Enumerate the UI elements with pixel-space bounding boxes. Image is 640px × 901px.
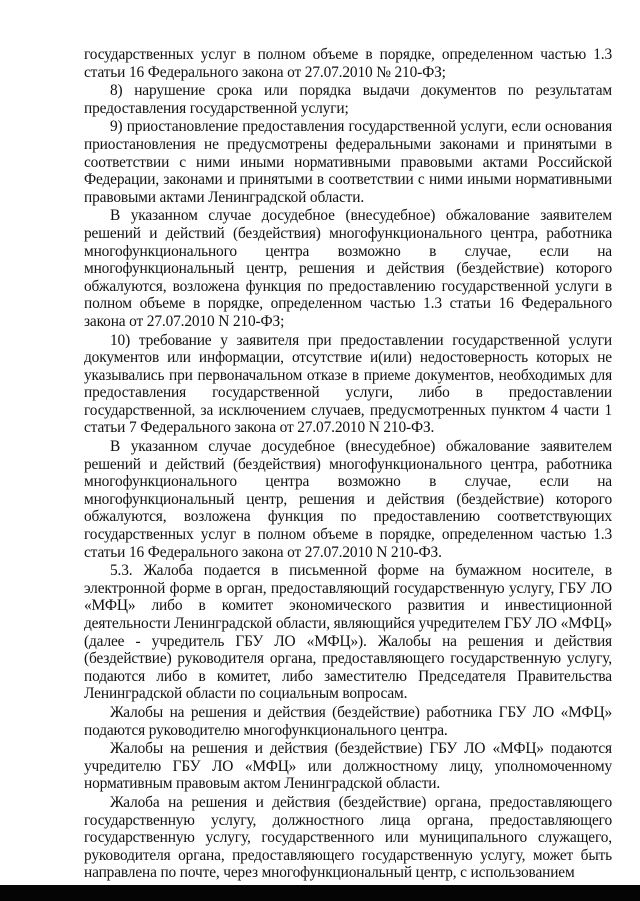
paragraph-complaint-submission: Жалоба на решения и действия (бездействие) органа, предоставляющего государственную услугу, должностного лица органа, предоставляющего государственную услугу, государственного или муниципального служащего, руководителя органа, предоставляющего государственную услугу, может быть направлена по почте, через многофункциональный центр, с использованием (84, 793, 612, 882)
paragraph-mfc-worker-complaints: Жалобы на решения и действия (бездействие) работника ГБУ ЛО «МФЦ» подаются руководителю многофункционального центра. (84, 703, 612, 739)
paragraph-continuation: государственных услуг в полном объеме в порядке, определенном частью 1.3 статьи 16 Федерального закона от 27.07.2010 № 210-ФЗ; (84, 46, 612, 81)
paragraph-item-8: 8) нарушение срока или порядка выдачи документов по результатам предоставления государственной услуги; (84, 82, 612, 117)
paragraph-mfc-appeal-2: В указанном случае досудебное (внесудебное) обжалование заявителем решений и действий (бездействия) многофункционального центра, работника многофункционального центра возможно в случае, если на многофункциональный центр, решения и действия (бездействие) которого обжалуются, возложена функция по предоставлению соответствующих государственных услуг в полном объеме в порядке, определенном частью 1.3 статьи 16 Федерального закона от 27.07.2010 N 210-ФЗ. (84, 438, 612, 561)
paragraph-item-9: 9) приостановление предоставления государственной услуги, если основания приостановления не предусмотрены федеральными законами и принятыми в соответствии с ними иными нормативными правовыми актами Российской Федерации, законами и принятыми в соответствии с ними иными нормативными правовыми актами Ленинградской области. (84, 118, 612, 206)
scan-edge-bar (0, 885, 640, 901)
document-text (84, 46, 612, 883)
paragraph-mfc-complaints: Жалобы на решения и действия (бездействие) ГБУ ЛО «МФЦ» подаются учредителю ГБУ ЛО «МФЦ» или должностному лицу, уполномоченному нормативным правовым актом Ленинградской области. (84, 740, 612, 793)
paragraph-item-10: 10) требование у заявителя при предоставлении государственной услуги документов или информации, отсутствие и(или) недостоверность которых не указывались при первоначальном отказе в приеме документов, необходимых для предоставления государственной услуги, либо в предоставлении государственной, за исключением случаев, предусмотренных пунктом 4 части 1 статьи 7 Федерального закона от 27.07.2010 N 210-ФЗ. (84, 331, 612, 437)
paragraph-mfc-appeal-1: В указанном случае досудебное (внесудебное) обжалование заявителем решений и действий (бездействия) многофункционального центра, работника многофункционального центра возможно в случае, если на многофункциональный центр, решения и действия (бездействие) которого обжалуются, возложена функция по предоставлению государственной услуги в полном объеме в порядке, определенном частью 1.3 статьи 16 Федерального закона от 27.07.2010 N 210-ФЗ; (84, 207, 612, 330)
paragraph-section-5-3: 5.3. Жалоба подается в письменной форме на бумажном носителе, в электронной форме в орган, предоставляющий государственную услугу, ГБУ ЛО «МФЦ» либо в комитет экономического развития и инвестиционной деятельности Ленинградской области, являющийся учредителем ГБУ ЛО «МФЦ» (далее - учредитель ГБУ ЛО «МФЦ»). Жалобы на решения и действия (бездействие) руководителя органа, предоставляющего государственную услугу, подаются либо в комитет, либо заместителю Председателя Правительства Ленинградской области по социальным вопросам. (84, 562, 612, 703)
